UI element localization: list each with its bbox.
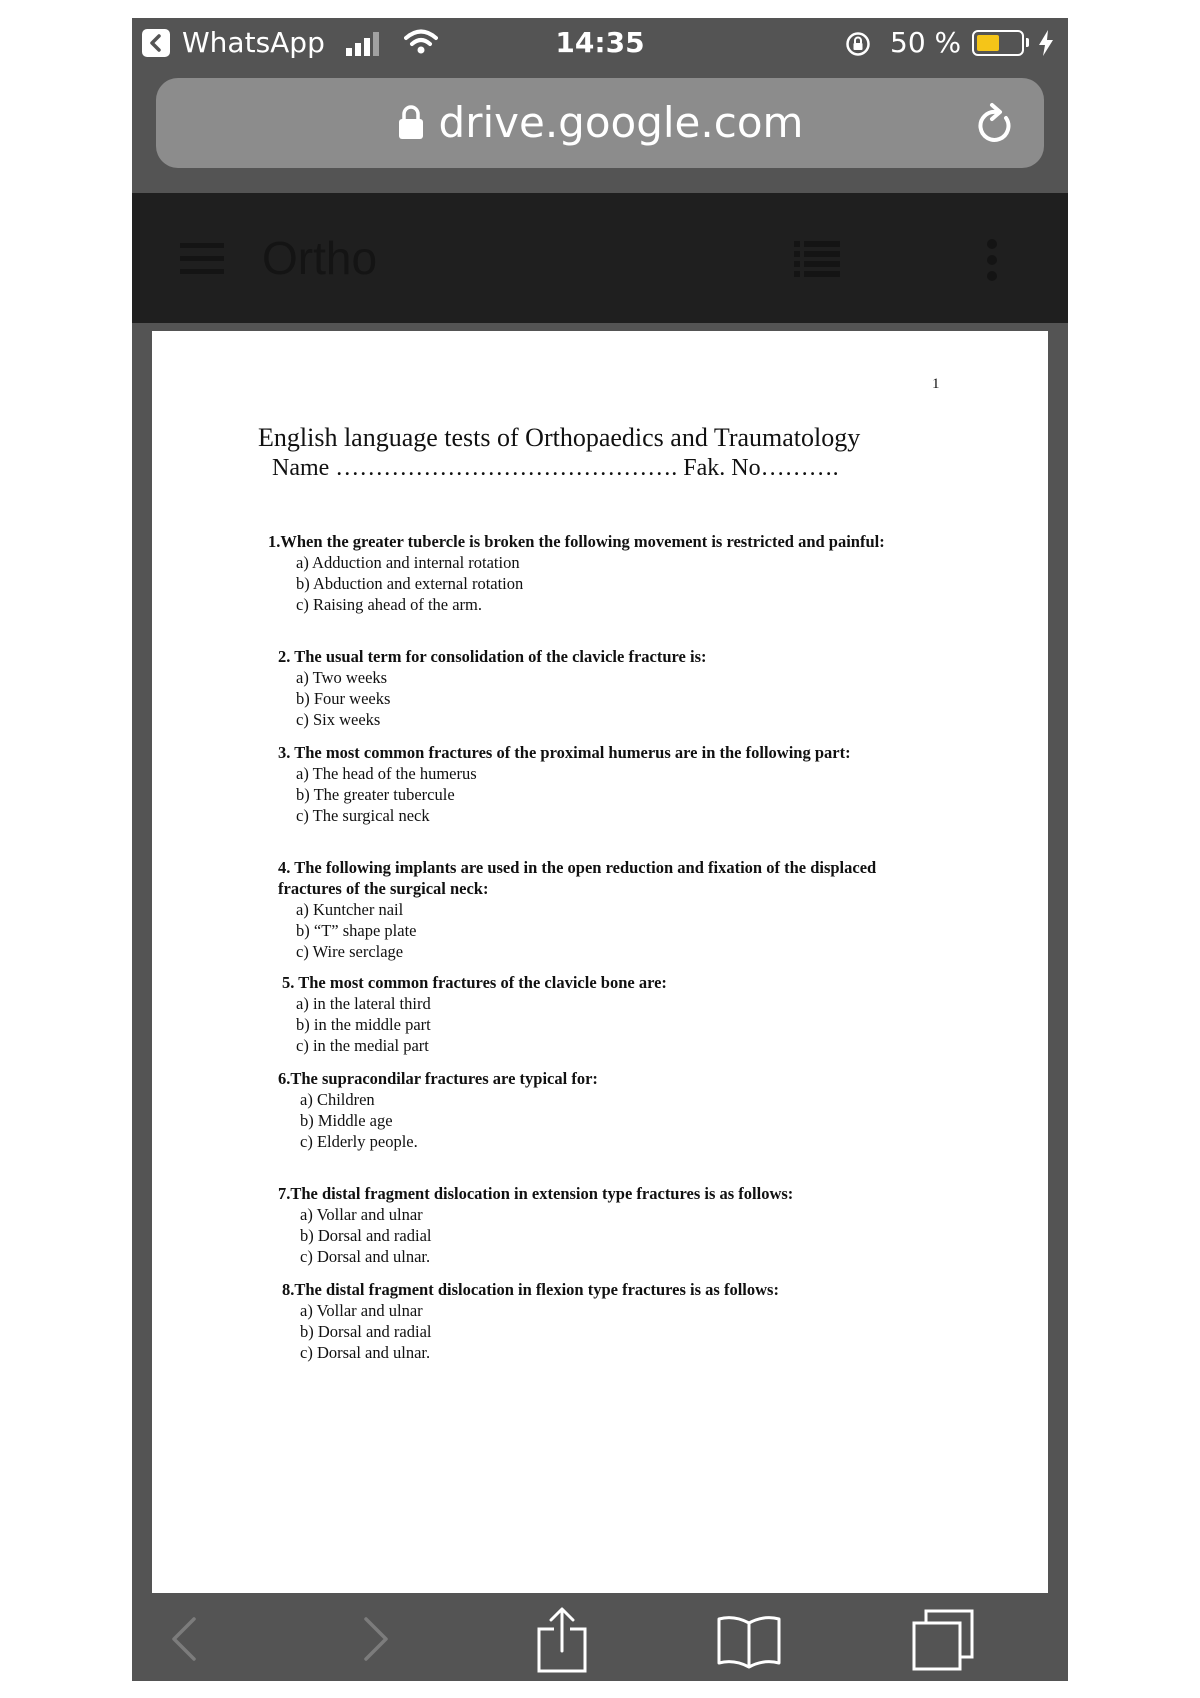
phone-screen <box>132 18 1068 1681</box>
rotation-lock-icon <box>844 30 872 58</box>
status-bar <box>132 18 1068 70</box>
share-icon[interactable] <box>536 1607 588 1673</box>
battery-percent: 50 % <box>890 26 962 59</box>
answer-option: c) in the medial part <box>296 1036 429 1055</box>
url-text[interactable]: drive.google.com <box>438 98 804 147</box>
question-stem: 8.The distal fragment dislocation in flexion type fractures is as follows: <box>282 1280 779 1299</box>
answer-option: b) in the middle part <box>296 1015 431 1034</box>
browser-toolbar <box>132 1593 1068 1681</box>
more-options-icon[interactable] <box>986 239 998 281</box>
answer-option: c) Wire serclage <box>296 942 404 961</box>
question-stem: 2. The usual term for consolidation of the clavicle fracture is: <box>278 647 707 666</box>
answer-option: a) Children <box>300 1090 375 1109</box>
answer-option: c) The surgical neck <box>296 806 430 825</box>
charging-bolt-icon <box>1037 29 1055 57</box>
file-title: Ortho <box>262 232 378 284</box>
question-stem: 5. The most common fractures of the clavicle bone are: <box>282 973 667 992</box>
answer-option: b) Abduction and external rotation <box>296 574 524 593</box>
answer-option: b) The greater tubercule <box>296 785 455 804</box>
hamburger-menu-icon[interactable] <box>180 243 224 275</box>
answer-option: c) Six weeks <box>296 710 381 729</box>
answer-option: b) “T” shape plate <box>296 921 417 940</box>
outline-list-icon[interactable] <box>794 241 840 277</box>
battery-icon <box>972 30 1024 56</box>
question-4 <box>278 857 878 962</box>
address-bar[interactable] <box>156 78 1044 168</box>
question-1 <box>250 531 890 615</box>
question-7 <box>278 1183 958 1267</box>
forward-arrow-icon[interactable] <box>360 1615 392 1663</box>
answer-option: b) Four weeks <box>296 689 391 708</box>
answer-option: c) Elderly people. <box>300 1132 418 1151</box>
answer-option: a) in the lateral third <box>296 994 431 1013</box>
answer-option: b) Middle age <box>300 1111 393 1130</box>
padlock-icon <box>397 104 425 140</box>
question-stem: 3. The most common fractures of the proximal humerus are in the following part: <box>278 743 851 762</box>
question-3 <box>278 742 958 826</box>
answer-option: a) Adduction and internal rotation <box>296 553 520 572</box>
reload-icon[interactable] <box>976 102 1016 146</box>
drive-viewer-toolbar <box>132 193 1068 323</box>
answer-option: a) The head of the humerus <box>296 764 477 783</box>
page-number: 1 <box>932 376 940 392</box>
back-arrow-icon[interactable] <box>168 1615 200 1663</box>
battery-tip <box>1026 38 1029 47</box>
status-time: 14:35 <box>555 26 645 59</box>
question-8 <box>282 1279 962 1363</box>
tabs-icon[interactable] <box>912 1609 974 1671</box>
question-5 <box>282 972 922 1056</box>
question-stem: 4. The following implants are used in the open reduction and fixation of the displaced fractures of the surgical neck: <box>278 858 877 898</box>
document-page[interactable] <box>152 331 1048 1593</box>
bookmarks-icon[interactable] <box>716 1613 782 1669</box>
answer-option: b) Dorsal and radial <box>300 1322 432 1341</box>
document-title: English language tests of Orthopaedics and Traumatology <box>258 423 861 452</box>
answer-option: c) Dorsal and ulnar. <box>300 1247 431 1266</box>
question-6 <box>278 1068 918 1152</box>
answer-option: a) Vollar and ulnar <box>300 1301 423 1320</box>
answer-option: a) Two weeks <box>296 668 388 687</box>
answer-option: a) Vollar and ulnar <box>300 1205 423 1224</box>
answer-option: a) Kuntcher nail <box>296 900 404 919</box>
question-stem: 7.The distal fragment dislocation in extension type fractures is as follows: <box>278 1184 794 1203</box>
back-app-label[interactable]: WhatsApp <box>182 26 325 59</box>
question-stem: 6.The supracondilar fractures are typical for: <box>278 1069 598 1088</box>
answer-option: b) Dorsal and radial <box>300 1226 432 1245</box>
answer-option: c) Dorsal and ulnar. <box>300 1343 431 1362</box>
question-2 <box>278 646 938 730</box>
answer-option: c) Raising ahead of the arm. <box>296 595 483 614</box>
name-field-line: Name ……………………………………. Fak. No………. <box>272 455 839 481</box>
question-stem: 1.When the greater tubercle is broken the following movement is restricted and painful: <box>268 532 885 551</box>
